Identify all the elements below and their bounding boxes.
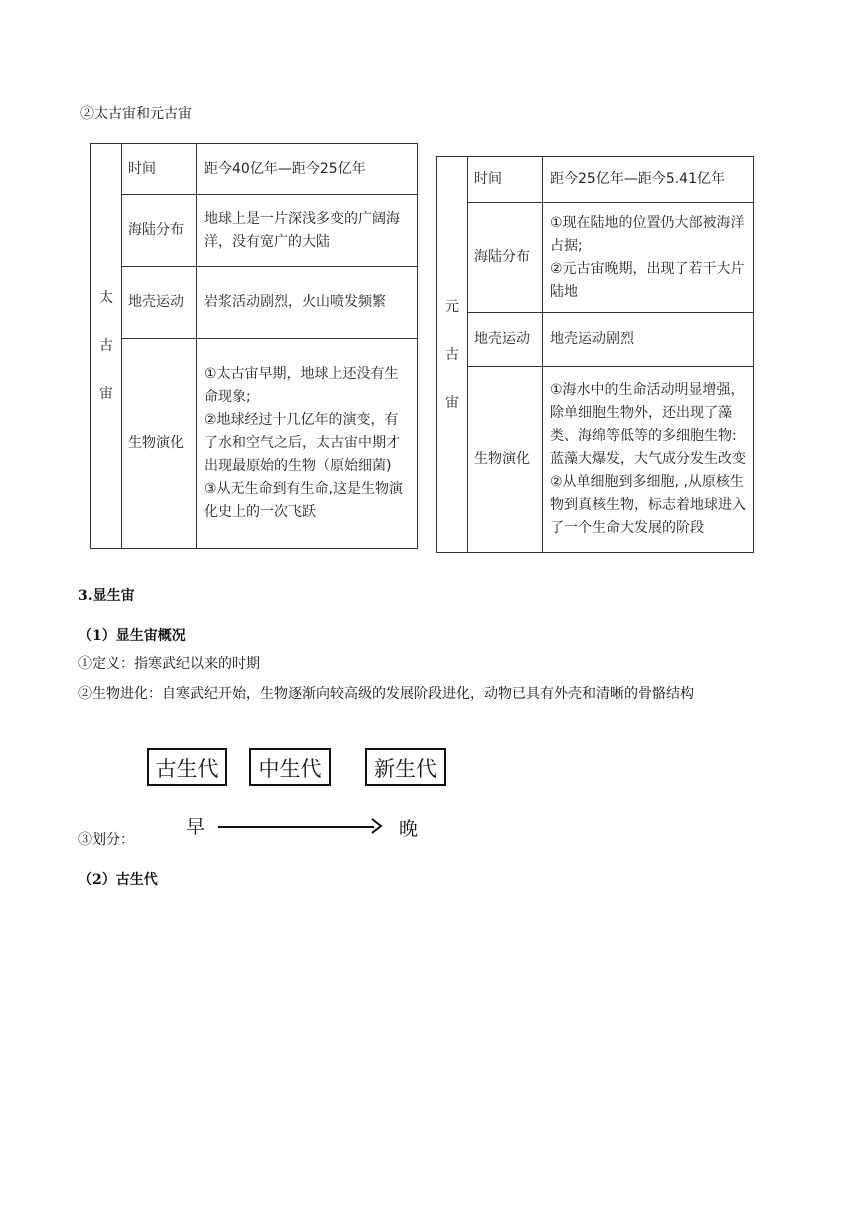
row-key: 时间 — [468, 157, 543, 203]
proterozoic-side-label: 元 古 宙 — [437, 157, 468, 553]
row-value: ①太古宙早期，地球上还没有生命现象; ②地球经过十几亿年的演变，有了水和空气之后，太古宙中期才出现最原始的生物（原始细菌) ③从无生命到有生命,这是生物演化史上的一次飞跃 — [197, 339, 418, 549]
era-box-cenozoic: 新生代 — [365, 748, 446, 786]
evolution-text: ②生物进化：自寒武纪开始，生物逐渐向较高级的发展阶段进化，动物已具有外壳和清晰的骨骼结构 — [78, 686, 694, 702]
row-value: 距今40亿年—距今25亿年 — [197, 144, 418, 195]
division-label: ③划分： — [78, 832, 134, 848]
row-value: 岩浆活动剧烈，火山喷发频繁 — [197, 267, 418, 339]
section-heading: ②太古宙和元古宙 — [80, 106, 192, 122]
row-key: 生物演化 — [122, 339, 197, 549]
definition-text: ①定义：指寒武纪以来的时期 — [78, 656, 260, 672]
row-key: 海陆分布 — [122, 195, 197, 267]
row-key: 地壳运动 — [468, 313, 543, 367]
arrow-head-icon — [368, 818, 384, 834]
row-key: 海陆分布 — [468, 203, 543, 313]
late-label: 晚 — [399, 818, 419, 840]
row-value: 距今25亿年—距今5.41亿年 — [543, 157, 754, 203]
subsection-2-title: （2）古生代 — [78, 872, 158, 888]
row-value: ①海水中的生命活动明显增强，除单细胞生物外，还出现了藻类、海绵等低等的多细胞生物:蓝藻大爆发，大气成分发生改变 ②从单细胞到多细胞, ,从原核生物到真核生物，标志着地球进入了一个生命大发展的阶段 — [543, 367, 754, 553]
era-box-mesozoic: 中生代 — [249, 748, 331, 786]
row-value: 地壳运动剧烈 — [543, 313, 754, 367]
row-key: 地壳运动 — [122, 267, 197, 339]
timeline-arrow — [218, 826, 374, 828]
row-key: 时间 — [122, 144, 197, 195]
subsection-1-title: （1）显生宙概况 — [78, 628, 186, 644]
era-box-paleozoic: 古生代 — [147, 748, 227, 786]
section-3-title: 3.显生宙 — [78, 588, 135, 604]
proterozoic-table — [436, 156, 754, 553]
row-value: ①现在陆地的位置仍大部被海洋占据; ②元古宙晚期，出现了若干大片陆地 — [543, 203, 754, 313]
archean-side-label: 太 古 宙 — [91, 144, 122, 549]
row-value: 地球上是一片深浅多变的广阔海洋，没有宽广的大陆 — [197, 195, 418, 267]
archean-table — [90, 143, 418, 549]
early-label: 早 — [186, 816, 206, 838]
row-key: 生物演化 — [468, 367, 543, 553]
